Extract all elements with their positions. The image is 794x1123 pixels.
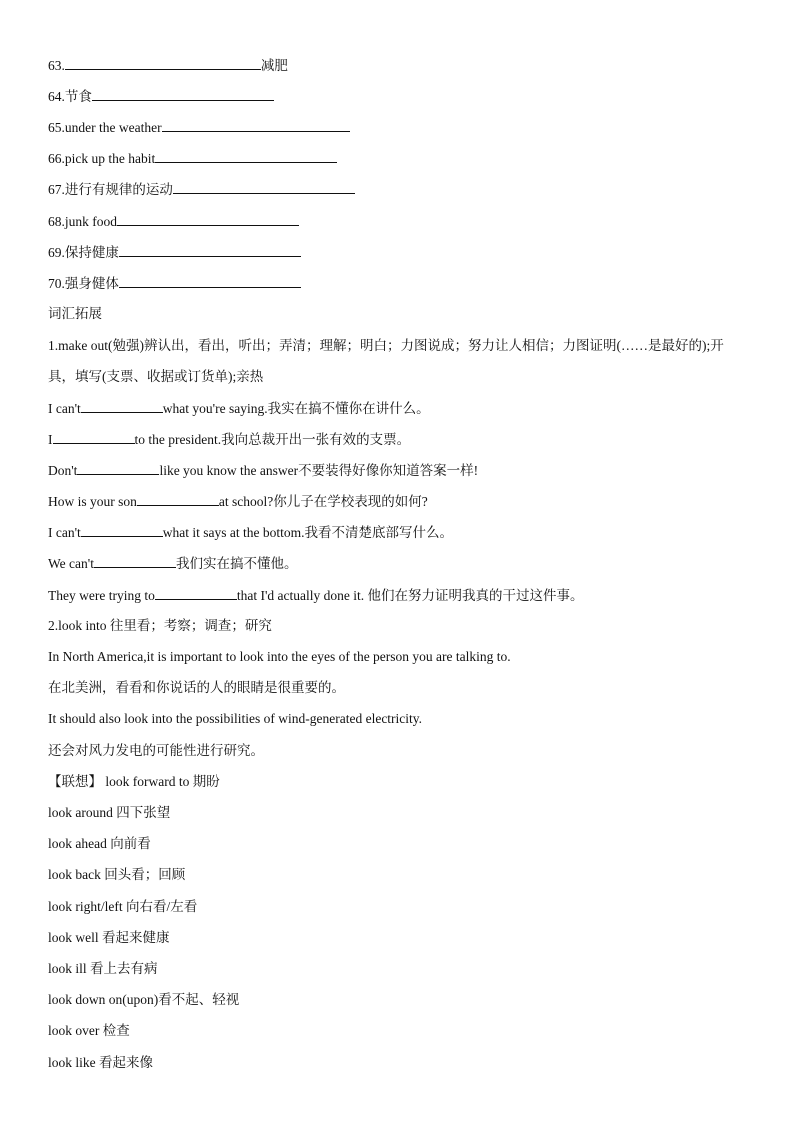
- association-phrase: look forward to 期盼: [102, 774, 220, 789]
- answer-blank[interactable]: [94, 554, 176, 568]
- phrase-7: look down on(upon)看不起、轻视: [48, 992, 240, 1007]
- example-text: at school?你儿子在学校表现的如何?: [218, 494, 428, 509]
- answer-blank[interactable]: [137, 492, 219, 506]
- answer-blank[interactable]: [162, 118, 350, 132]
- example-text: that I'd actually done it. 他们在努力证明我真的干过这件事。: [236, 588, 584, 603]
- example-text: 我们实在搞不懂他。: [175, 556, 298, 571]
- item-69: [48, 243, 301, 262]
- item-text: 64.节食: [48, 89, 92, 104]
- item-text: 63.: [48, 58, 65, 73]
- item-text: 67.进行有规律的运动: [48, 182, 173, 197]
- item-63: [48, 56, 288, 75]
- phrase-1: look around 四下张望: [48, 805, 171, 820]
- answer-blank[interactable]: [173, 180, 355, 194]
- sentence-2: 在北美洲，看看和你说话的人的眼睛是很重要的。: [48, 680, 345, 695]
- entry-1-definition: 1.make out(勉强)辨认出，看出，听出；弄清；理解；明白；力图说成；努力让人相信；力图证明(……是最好的);开具，填写(支票、收据或订货单);亲热: [48, 338, 724, 384]
- example-text: I: [48, 432, 53, 447]
- answer-blank[interactable]: [65, 56, 261, 70]
- example-4: [48, 492, 428, 511]
- answer-blank[interactable]: [117, 212, 299, 226]
- answer-blank[interactable]: [81, 523, 163, 537]
- answer-blank[interactable]: [92, 87, 274, 101]
- item-65: [48, 118, 350, 137]
- entry-2-definition: 2.look into 往里看；考察；调查；研究: [48, 618, 272, 633]
- phrase-3: look back 回头看；回顾: [48, 867, 186, 882]
- phrase-4: look right/left 向右看/左看: [48, 899, 198, 914]
- phrase-9: look like 看起来像: [48, 1055, 153, 1070]
- example-7: [48, 586, 584, 605]
- example-text: what it says at the bottom.我看不清楚底部写什么。: [162, 525, 454, 540]
- sentence-4: 还会对风力发电的可能性进行研究。: [48, 743, 264, 758]
- phrase-2: look ahead 向前看: [48, 836, 151, 851]
- item-66: [48, 149, 337, 168]
- association-row: [48, 773, 220, 791]
- example-text: Don't: [48, 463, 78, 478]
- answer-blank[interactable]: [155, 149, 337, 163]
- example-6: [48, 554, 297, 573]
- answer-blank[interactable]: [53, 430, 135, 444]
- example-text: How is your son: [48, 494, 137, 509]
- section-heading: 词汇拓展: [48, 306, 102, 321]
- example-text: what you're saying.我实在搞不懂你在讲什么。: [162, 401, 430, 416]
- item-64: [48, 87, 274, 106]
- example-text: We can't: [48, 556, 94, 571]
- item-suffix: 减肥: [260, 58, 288, 73]
- phrase-6: look ill 看上去有病: [48, 961, 158, 976]
- item-text: 70.强身健体: [48, 276, 119, 291]
- example-text: I can't: [48, 401, 81, 416]
- sentence-1: In North America,it is important to look into the eyes of the person you are talking to.: [48, 649, 511, 664]
- example-1: [48, 399, 430, 418]
- item-text: 66.pick up the habit: [48, 151, 156, 166]
- answer-blank[interactable]: [81, 399, 163, 413]
- example-5: [48, 523, 453, 542]
- item-68: [48, 212, 299, 231]
- example-text: I can't: [48, 525, 81, 540]
- item-67: [48, 180, 355, 199]
- example-2: [48, 430, 410, 449]
- item-70: [48, 274, 301, 293]
- phrase-8: look over 检查: [48, 1023, 130, 1038]
- example-3: [48, 461, 478, 480]
- answer-blank[interactable]: [119, 243, 301, 257]
- answer-blank[interactable]: [119, 274, 301, 288]
- item-text: 65.under the weather: [48, 120, 162, 135]
- association-label: 【联想】: [48, 774, 102, 789]
- example-text: They were trying to: [48, 588, 155, 603]
- example-text: like you know the answer不要装得好像你知道答案一样!: [159, 463, 479, 478]
- sentence-3: It should also look into the possibilities of wind-generated electricity.: [48, 711, 423, 726]
- answer-blank[interactable]: [155, 586, 237, 600]
- item-text: 68.junk food: [48, 214, 117, 229]
- phrase-5: look well 看起来健康: [48, 930, 170, 945]
- item-text: 69.保持健康: [48, 245, 119, 260]
- answer-blank[interactable]: [77, 461, 159, 475]
- example-text: to the president.我向总裁开出一张有效的支票。: [134, 432, 411, 447]
